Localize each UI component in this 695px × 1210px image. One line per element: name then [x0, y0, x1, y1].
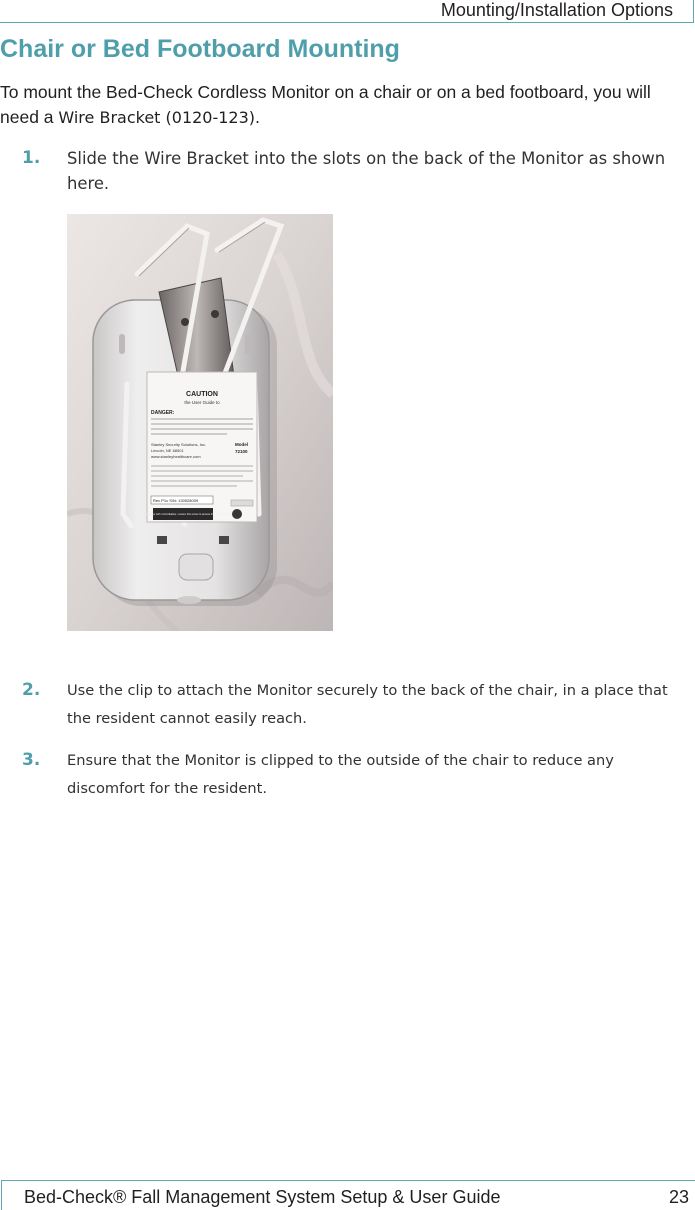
label-caution-sub: the User Guide to: [184, 400, 220, 405]
section-title: Mounting/Installation Options: [440, 0, 673, 20]
page-title: Chair or Bed Footboard Mounting: [0, 35, 400, 63]
monitor-bracket-illustration: [67, 214, 333, 631]
intro-paragraph: [0, 80, 694, 130]
bottom-button: [179, 554, 213, 580]
footer-tick: [1, 1180, 2, 1210]
label-battery-note: Replace batteries with 4 AA Alkaline. Loosen this screw to access the compartment.: [134, 513, 232, 516]
label-model: Model: [235, 442, 248, 447]
part-name: Wire Bracket (0120-123).: [58, 108, 261, 127]
step-number: 1.: [22, 148, 41, 168]
step-text: Slide the Wire Bracket into the slots on the back of the Monitor as shown here.: [67, 149, 666, 193]
intro-text: To mount the Bed-Check Cordless Monitor on a chair or on a bed footboard, you will need a: [0, 82, 651, 127]
label-website: www.stanleyhealthcare.com: [151, 454, 201, 459]
header-tick: [693, 0, 694, 23]
page-number: 23: [668, 1187, 689, 1207]
label-company: Stanley Security Solutions, Inc.: [151, 442, 207, 447]
label-danger: DANGER:: [151, 410, 175, 416]
step-number: 3.: [22, 750, 41, 770]
step-number: 2.: [22, 680, 41, 700]
guide-title: Bed-Check® Fall Management System Setup & User Guide: [24, 1187, 501, 1207]
step-text: Use the clip to attach the Monitor securely to the back of the chair, in a place that the resident cannot easily reach.: [67, 682, 668, 727]
header-rule: [0, 22, 694, 23]
battery-screw: [232, 509, 242, 519]
label-caution: CAUTION: [186, 391, 218, 398]
label-rev: Rev P1c S/N: 130528009: [153, 498, 199, 503]
running-header: [0, 0, 695, 24]
label-model-number: 72100: [235, 449, 248, 454]
label-city: Lincoln, NE 68501: [151, 448, 184, 453]
monitor-bracket-photo: [67, 214, 333, 631]
running-footer: [0, 1180, 695, 1210]
footer-rule: [1, 1180, 695, 1181]
step-text: Ensure that the Monitor is clipped to the outside of the chair to reduce any discomfort for the resident.: [67, 752, 614, 797]
